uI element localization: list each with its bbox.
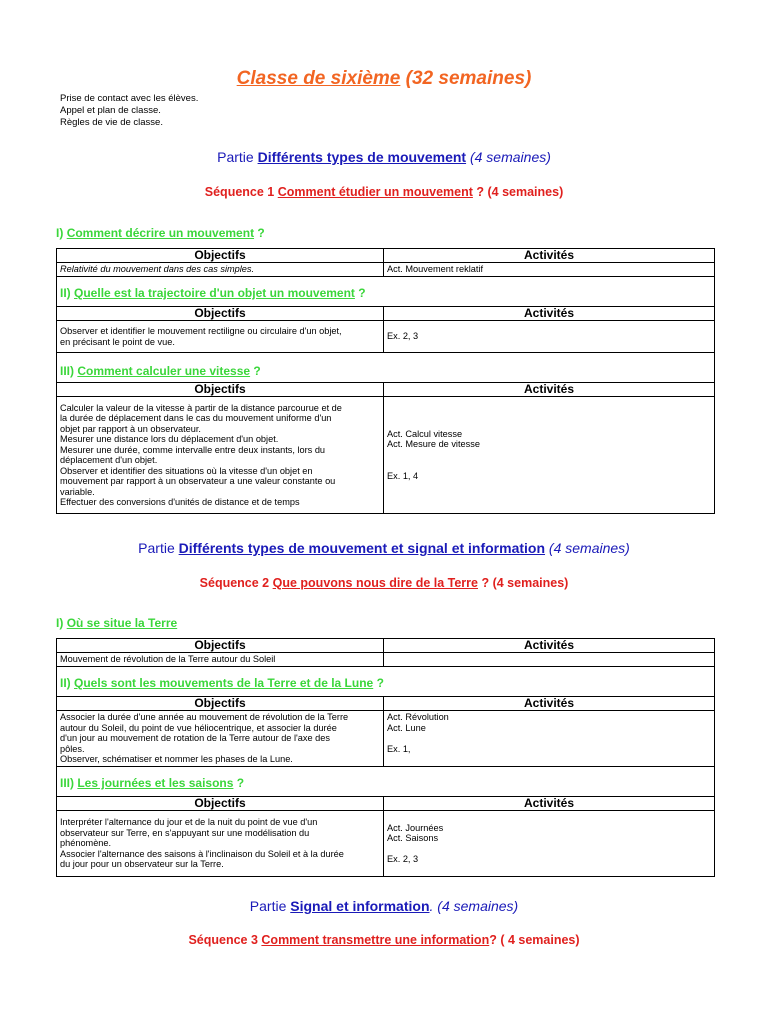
objectif-line: du jour pour un observateur sur la Terre. [60, 859, 224, 870]
header-objectifs: Objectifs [57, 383, 384, 397]
objectif-line: en précisant le point de vue. [60, 336, 175, 347]
objectif-line: Calculer la valeur de la vitesse à partir de la distance parcourue et de [60, 402, 342, 413]
objectif-cell: Mouvement de révolution de la Terre autour du Soleil [57, 653, 384, 667]
activite-line: Act. Mesure de vitesse [387, 439, 480, 450]
table-header-row [57, 697, 715, 711]
objectif-line: phénomène. [60, 838, 112, 849]
table-row [57, 321, 715, 353]
sequence-2-table [56, 638, 715, 877]
table-row [57, 653, 715, 667]
objectif-line: la durée de déplacement dans le cas du mouvement uniforme d'un [60, 413, 332, 423]
activite-line: Act. Révolution [387, 712, 449, 722]
objectif-line: Mesurer une distance lors du déplacement d'un objet. [60, 434, 279, 444]
activite-cell [384, 711, 715, 767]
objectif-line: objet par rapport à un observateur. [60, 423, 201, 434]
activite-line: Act. Saisons [387, 833, 439, 843]
header-activites: Activités [384, 307, 715, 321]
intro-line: Prise de contact avec les élèves. [60, 93, 199, 104]
section-number: III) [60, 364, 74, 378]
objectif-cell [57, 811, 384, 877]
section-heading [56, 226, 265, 240]
section-heading [56, 616, 177, 630]
section-suffix: ? [376, 676, 384, 690]
partie-heading [0, 149, 768, 165]
objectif-cell: Relativité du mouvement dans des cas simples. [57, 263, 384, 277]
objectif-cell [57, 321, 384, 353]
section-number: III) [60, 776, 74, 790]
objectif-line: Observer et identifier le mouvement rectiligne ou circulaire d'un objet, [60, 326, 342, 336]
header-objectifs: Objectifs [57, 307, 384, 321]
objectif-cell [57, 397, 384, 514]
partie-weeks: (4 semaines) [548, 540, 630, 556]
intro-line: Règles de vie de classe. [60, 117, 163, 128]
header-activites: Activités [384, 383, 715, 397]
sequence-prefix: Séquence 3 [188, 933, 258, 947]
activite-cell [384, 397, 715, 514]
intro-notes [60, 93, 198, 129]
section-suffix: ? [358, 286, 366, 300]
objectif-line: variable. [60, 486, 95, 497]
section-heading [60, 364, 261, 378]
table-row [57, 263, 715, 277]
section-suffix: ? [236, 776, 245, 790]
page-title [0, 68, 768, 90]
sequence-suffix: ? ( 4 semaines) [489, 933, 580, 947]
objectif-line: Associer l'alternance des saisons à l'inclinaison du Soleil et à la durée [60, 848, 344, 859]
sequence-heading [0, 185, 768, 199]
activite-line: Ex. 2, 3 [387, 854, 419, 864]
partie-prefix: Partie [138, 540, 175, 556]
partie-name: Signal et information [290, 898, 430, 914]
partie-heading [0, 898, 768, 914]
section-name: Les journées et les saisons [77, 776, 234, 790]
objectif-line: Associer la durée d'une année au mouvement de révolution de la Terre [60, 712, 349, 723]
objectif-cell [57, 711, 384, 767]
section-suffix: ? [257, 226, 265, 240]
objectif-line: Effectuer des conversions d'unités de distance et de temps [60, 497, 300, 507]
activite-line: Act. Journées [387, 822, 444, 833]
title-main: Classe de sixième [236, 68, 401, 89]
title-weeks: (32 semaines) [405, 68, 532, 89]
sequence-name: Que pouvons nous dire de la Terre [272, 576, 478, 590]
activite-cell: Act. Mouvement reklatif [384, 263, 715, 277]
header-activites: Activités [384, 639, 715, 653]
activite-cell: Ex. 2, 3 [384, 321, 715, 353]
table-row [57, 711, 715, 767]
activite-cell [384, 811, 715, 877]
activite-line: Act. Calcul vitesse [387, 428, 463, 439]
section-name: Où se situe la Terre [66, 616, 178, 630]
activite-line: Ex. 1, [387, 743, 411, 754]
objectif-line: observateur sur Terre, en s'appuyant sur une modélisation du [60, 827, 310, 838]
sequence-name: Comment étudier un mouvement [277, 185, 473, 199]
section-name: Comment calculer une vitesse [77, 364, 251, 378]
header-objectifs: Objectifs [57, 639, 384, 653]
objectif-line: Observer et identifier des situations où la vitesse d'un objet en [60, 465, 313, 476]
table-header-row [57, 797, 715, 811]
table-header-row [57, 307, 715, 321]
objectif-line: Observer, schématiser et nommer les phases de la Lune. [60, 754, 293, 765]
sequence-suffix: ? (4 semaines) [476, 185, 564, 199]
activite-line: Act. Lune [387, 722, 426, 733]
partie-name: Différents types de mouvement et signal et information [178, 540, 546, 556]
objectif-line: pôles. [60, 743, 85, 754]
sequence-prefix: Séquence 1 [204, 185, 275, 199]
table-header-row [57, 639, 715, 653]
header-activites: Activités [384, 797, 715, 811]
partie-prefix: Partie [249, 898, 287, 914]
header-objectifs: Objectifs [57, 797, 384, 811]
section-number: I) [56, 616, 64, 630]
section-heading [60, 676, 384, 690]
sequence-suffix: ? (4 semaines) [481, 576, 569, 590]
section-name: Comment décrire un mouvement [66, 226, 255, 240]
header-objectifs: Objectifs [57, 697, 384, 711]
table-row [57, 397, 715, 514]
objectif-line: mouvement par rapport à un observateur a une valeur constante ou [60, 476, 336, 486]
sequence-heading [0, 933, 768, 947]
section-suffix: ? [253, 364, 261, 378]
objectif-line: Interpréter l'alternance du jour et de la nuit du point de vue d'un [60, 817, 318, 828]
activite-cell [384, 653, 715, 667]
sequence-heading [0, 576, 768, 590]
header-activites: Activités [384, 249, 715, 263]
section-number: II) [60, 286, 71, 300]
objectif-line: déplacement d'un objet. [60, 455, 158, 465]
partie-name: Différents types de mouvement [257, 149, 467, 165]
section-name: Quelle est la trajectoire d'un objet un mouvement [74, 286, 355, 300]
partie-weeks: (4 semaines) [437, 898, 519, 914]
objectif-line: d'un jour au mouvement de rotation de la Terre autour de l'axe des [60, 733, 330, 744]
sequence-name: Comment transmettre une information [261, 933, 490, 947]
objectif-line: Mesurer une durée, comme intervalle entre deux instants, lors du [60, 444, 326, 455]
partie-weeks: (4 semaines) [469, 149, 551, 165]
header-activites: Activités [384, 697, 715, 711]
section-number: II) [60, 676, 71, 690]
table-row [57, 811, 715, 877]
partie-heading [0, 540, 768, 556]
intro-line: Appel et plan de classe. [60, 105, 161, 116]
section-name: Quels sont les mouvements de la Terre et de la Lune [74, 676, 374, 690]
header-objectifs: Objectifs [57, 249, 384, 263]
objectif-line: autour du Soleil, du point de vue héliocentrique, et associer la durée [60, 722, 337, 733]
section-heading [60, 286, 366, 300]
partie-weeks: . [429, 898, 438, 914]
section-number: I) [56, 226, 64, 240]
activite-line: Ex. 1, 4 [387, 470, 419, 481]
section-heading [60, 776, 244, 790]
partie-prefix: Partie [217, 149, 254, 165]
table-header-row [57, 249, 715, 263]
table-header-row [57, 383, 715, 397]
sequence-prefix: Séquence 2 [199, 576, 270, 590]
